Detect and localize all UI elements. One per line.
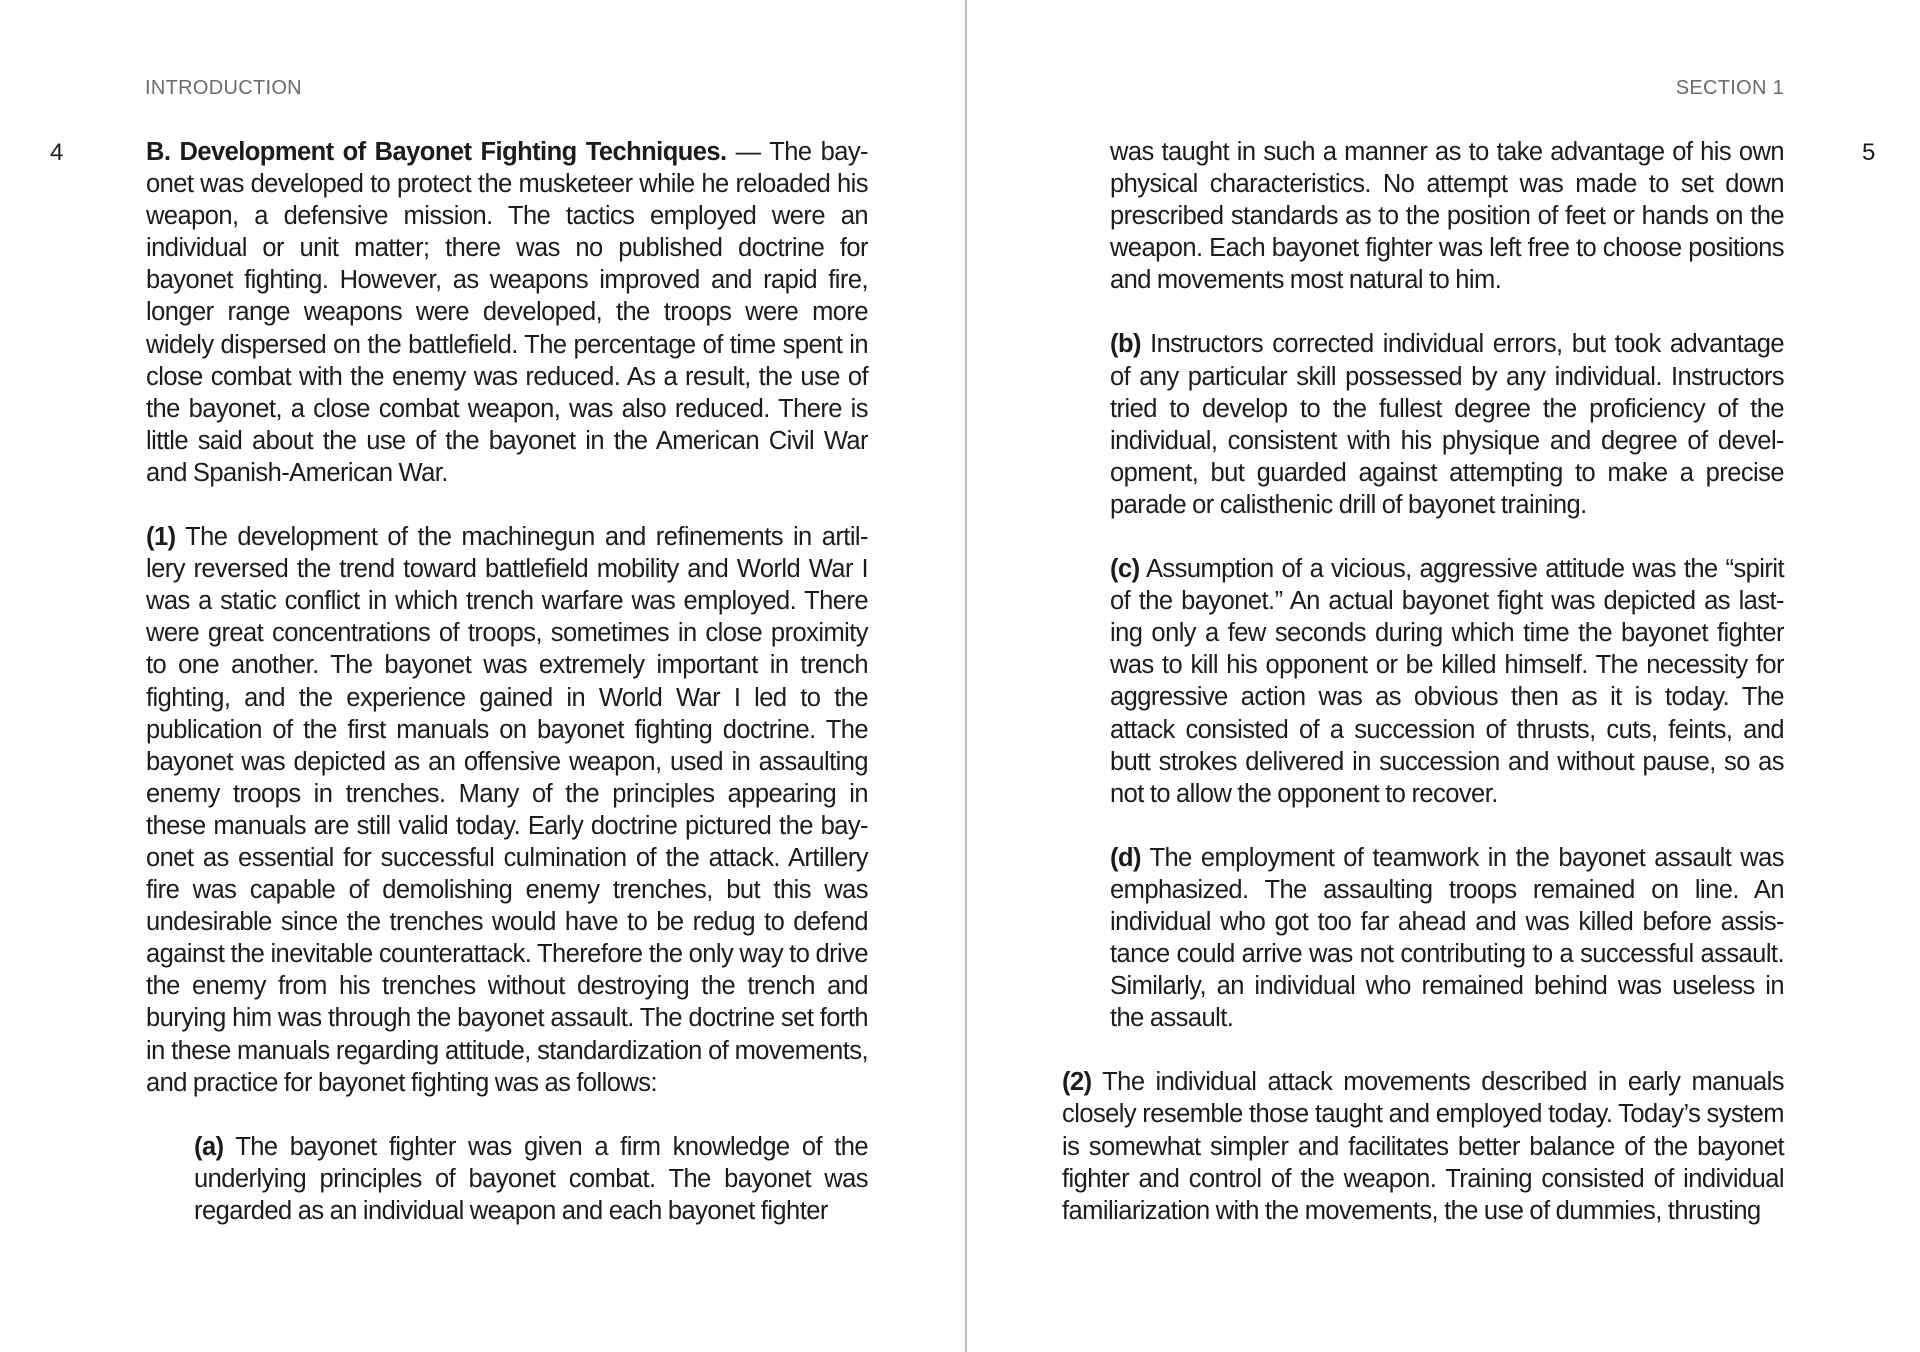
paragraph-c-label: (c) bbox=[1110, 555, 1140, 584]
paragraph-c-text: Assumption of a vicious, aggressive attitude was the “spirit of the bayonet.” An actual bayonet fight was depicted as last-ing only a few seconds during which time the bayonet fighter was to kill his opponent or be killed himself. The necessity for aggressive action was as obvious then as it is today. The attack consisted of a succession of thrusts, cuts, feints, and butt strokes delivered in succession and without pause, so as not to allow the opponent to recover. bbox=[1110, 555, 1784, 808]
paragraph-b-label: (b) bbox=[1110, 330, 1141, 359]
running-head-right: SECTION 1 bbox=[1675, 77, 1784, 99]
paragraph-a bbox=[146, 1131, 868, 1227]
paragraph-1 bbox=[146, 521, 868, 1099]
paragraph-c bbox=[1062, 553, 1784, 810]
paragraph-2-label: (2) bbox=[1062, 1068, 1092, 1097]
page-number-right: 5 bbox=[1862, 139, 1876, 166]
book-spine-divider bbox=[965, 0, 967, 1352]
paragraph-2 bbox=[1062, 1066, 1784, 1226]
paragraph-d-label: (d) bbox=[1110, 843, 1141, 872]
paragraph-1-label: (1) bbox=[146, 523, 176, 552]
paragraph-a-label: (a) bbox=[194, 1132, 224, 1161]
paragraph-a-text: The bayonet fighter was given a firm knowledge of the underlying principles of bayonet combat. The bayonet was regarded as an individual weapon and each bayonet fighter bbox=[194, 1132, 868, 1225]
paragraph-1-text: The development of the machinegun and refinements in artil-lery reversed the trend toward battlefield mobility and World War I was a static conflict in which trench warfare was employed. There were great concentrations of troops, sometimes in close proximity to one another. The bayonet was extremely important in trench fighting, and the experience gained in World War I led to the publication of the first manuals on bayonet fighting doctrine. The bayonet was depicted as an offensive weapon, used in assaulting enemy troops in trenches. Many of the principles appearing in these manuals are still valid today. Early doctrine pictured the bay-onet as essential for successful culmination of the attack. Artillery fire was capable of demolishing enemy trenches, but this was undesirable since the trenches would have to be redug to defend against the inevitable counterattack. Therefore the only way to drive the enemy from his trenches without destroying the trench and burying him was through the bayonet assault. The doctrine set forth in these manuals regarding attitude, standardization of movements, and practice for bayonet fighting was as follows: bbox=[146, 523, 868, 1097]
right-page-body bbox=[1062, 136, 1784, 1227]
page-number-left: 4 bbox=[50, 139, 64, 166]
paragraph-d-text: The employment of teamwork in the bayonet assault was emphasized. The assaulting troops remained on line. An individual who got too far ahead and was killed before assis-tance could arrive was not contributing to a successful assault. Similarly, an individual who remained behind was useless in the assault. bbox=[1110, 843, 1784, 1033]
left-page-body bbox=[146, 136, 868, 1227]
paragraph-b bbox=[1062, 328, 1784, 521]
paragraph-a-continued: was taught in such a manner as to take advantage of his own physical characteristics. No attempt was made to set down prescribed standards as to the position of feet or hands on the weapon. Each bayonet fighter was left free to choose positions and movements most natural to him. bbox=[1110, 138, 1784, 295]
paragraph-2-text: The individual attack movements described in early manuals closely resemble those taught and employed today. Today’s system is somewhat simpler and facilitates better balance of the bayonet fighter and control of the weapon. Training consisted of individual familiarization with the movements, the use of dummies, thrusting bbox=[1062, 1068, 1784, 1225]
section-heading: B. Development of Bayonet Fighting Techniques. bbox=[146, 138, 727, 166]
section-b-intro-paragraph bbox=[146, 136, 868, 489]
paragraph-d bbox=[1062, 842, 1784, 1035]
paragraph-b-text: Instructors corrected individual errors, but took advantage of any particular skill possessed by any individual. Instructors tried to develop to the fullest degree the proficiency of the individual, consistent with his physique and degree of devel-opment, but guarded against attempting to make a precise parade or calisthenic drill of bayonet training. bbox=[1110, 330, 1784, 519]
section-intro-text: — The bay-onet was developed to protect the musketeer while he reloaded his weapon, a defensive mission. The tactics employed were an individual or unit matter; there was no published doctrine for bayonet fighting. However, as weapons improved and rapid fire, longer range weapons were developed, the troops were more widely dispersed on the battlefield. The percentage of time spent in close combat with the enemy was reduced. As a result, the use of the bayonet, a close combat weapon, was also reduced. There is little said about the use of the bayonet in the American Civil War and Spanish-American War. bbox=[146, 138, 868, 487]
running-head-left: INTRODUCTION bbox=[145, 77, 302, 99]
